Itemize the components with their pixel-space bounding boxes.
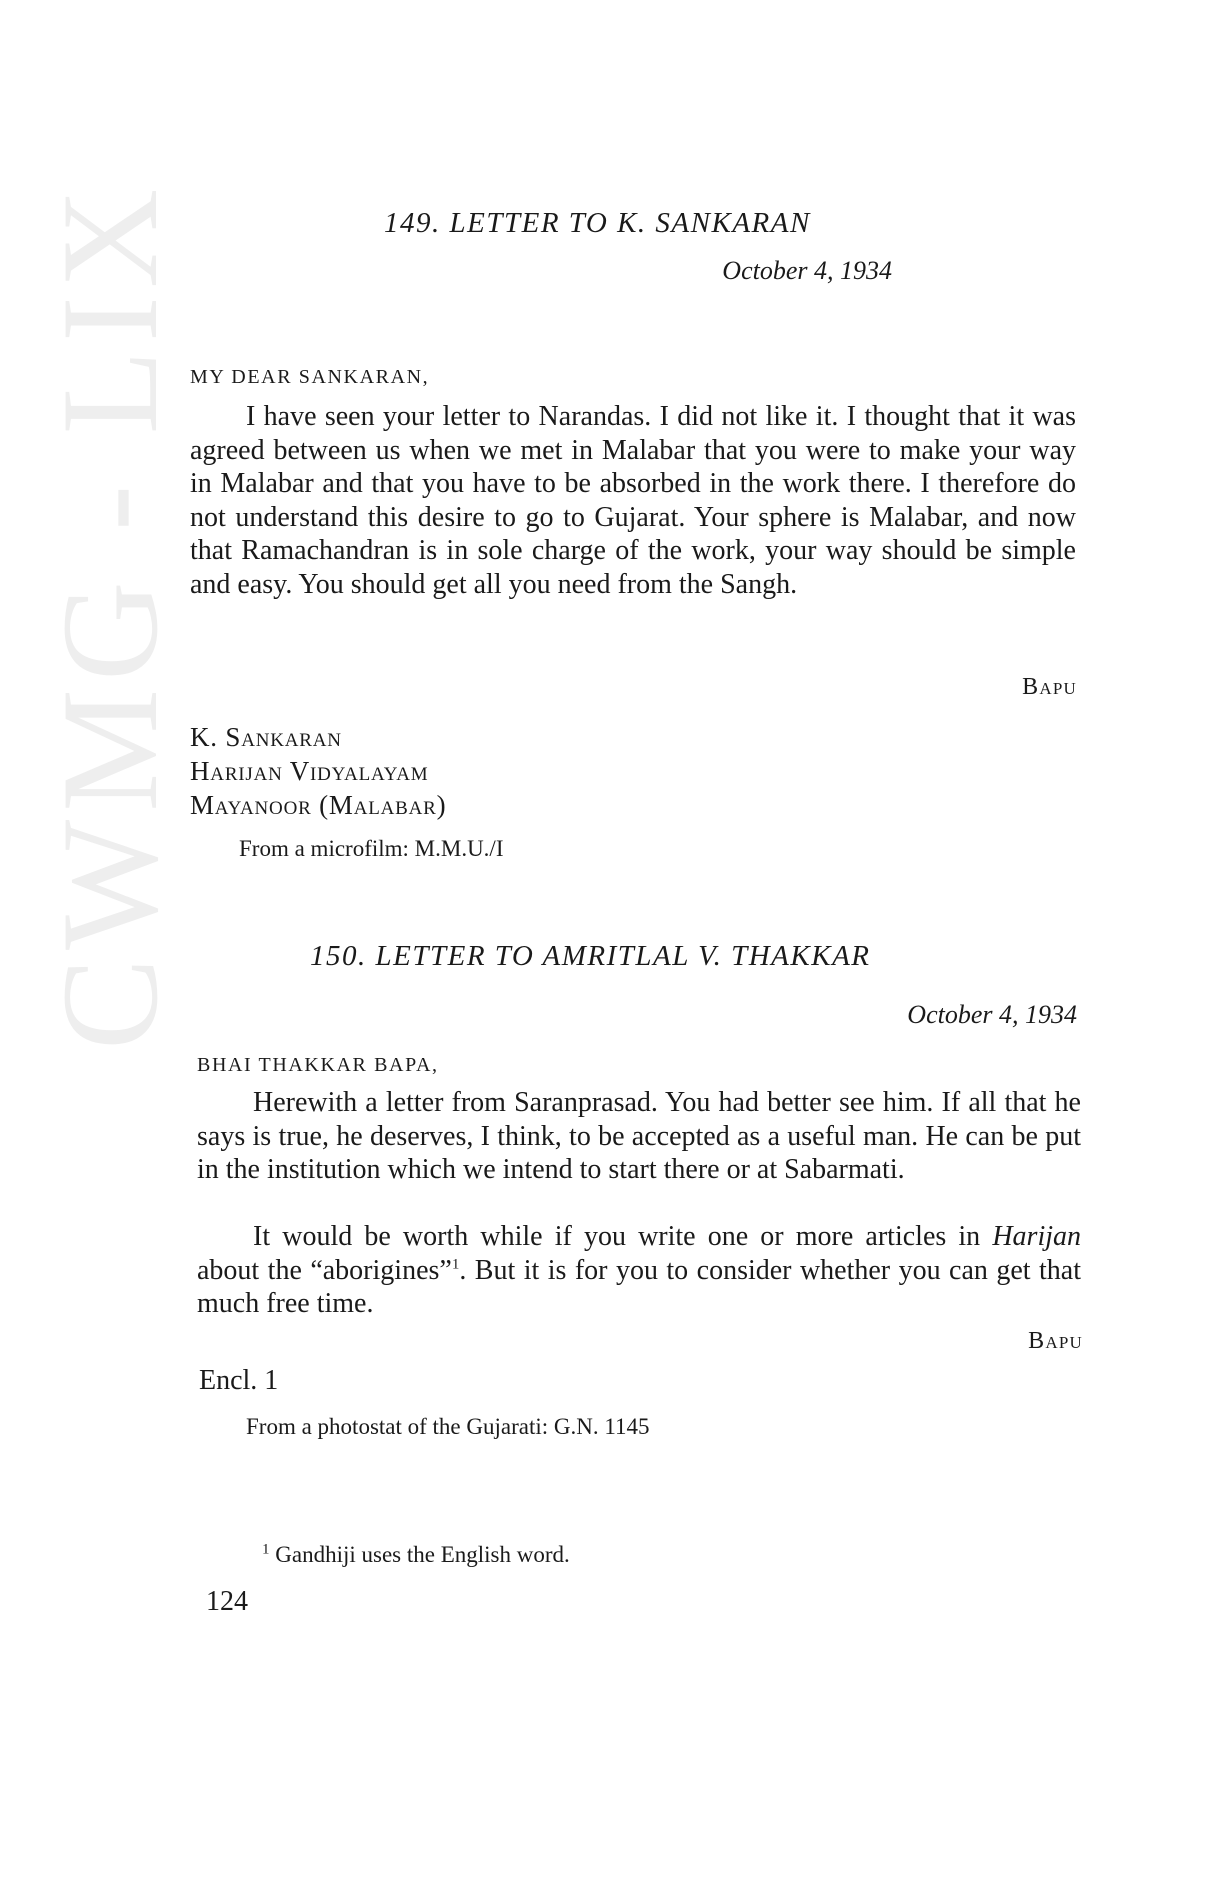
harijan-title: Harijan bbox=[992, 1221, 1082, 1252]
page-number: 124 bbox=[206, 1586, 248, 1617]
letter-150-para-2 bbox=[197, 1220, 1081, 1321]
footnote bbox=[262, 1542, 570, 1568]
letter-150-source: From a photostat of the Gujarati: G.N. 1145 bbox=[246, 1414, 650, 1439]
letter-149-address bbox=[190, 720, 446, 822]
letter-149-signature: Bapu bbox=[1022, 674, 1077, 700]
letter-150-para-2-mid: about the “aborigines” bbox=[197, 1254, 452, 1286]
letter-150-signature: Bapu bbox=[1028, 1328, 1083, 1354]
letter-150-salutation: BHAI THAKKAR BAPA, bbox=[197, 1054, 439, 1076]
footnote-reference: 1 bbox=[451, 1256, 460, 1273]
letter-150-para-2-lead: It would be worth while if you write one or more articles in bbox=[253, 1221, 981, 1252]
address-line-place: Mayanoor (Malabar) bbox=[190, 790, 447, 820]
footnote-mark: 1 bbox=[262, 1541, 270, 1558]
letter-150-title: 150. LETTER TO AMRITLAL V. THAKKAR bbox=[310, 940, 871, 972]
address-line-name: K. Sankaran bbox=[190, 722, 342, 752]
letter-150-enclosure: Encl. 1 bbox=[199, 1365, 279, 1396]
address-line-institution: Harijan Vidyalayam bbox=[190, 756, 429, 786]
letter-149-title: 149. LETTER TO K. SANKARAN bbox=[384, 207, 811, 239]
letter-150-date: October 4, 1934 bbox=[907, 1000, 1077, 1029]
letter-150-para-1-text: Herewith a letter from Saranprasad. You had better see him. If all that he says is true, he deserves, I think, to be accepted as a useful man. He can be put in the institution which we intend to start there or at Sabarmati. bbox=[197, 1087, 1081, 1186]
letter-149-salutation: MY DEAR SANKARAN, bbox=[190, 366, 430, 388]
letter-150-para-2-tail: . But it is for you to consider whether you can get that much free time. bbox=[197, 1254, 1082, 1320]
letter-149-date: October 4, 1934 bbox=[722, 256, 892, 285]
footnote-text: Gandhiji uses the English word. bbox=[275, 1542, 570, 1567]
cwmg-watermark: CWMG - LIX bbox=[33, 180, 186, 1050]
letter-150-para-1 bbox=[197, 1086, 1081, 1187]
letter-149-source: From a microfilm: M.M.U./I bbox=[239, 836, 504, 861]
letter-149-body-text: I have seen your letter to Narandas. I did not like it. I thought that it was agreed between us when we met in Malabar that you were to make your way in Malabar and that you have to be absorbed in the work there. I therefore do not understand this desire to go to Gujarat. Your sphere is Malabar, and now that Ramachandran is in sole charge of the work, your way should be simple and easy. You should get all you need from the Sangh. bbox=[190, 401, 1076, 600]
letter-149-body bbox=[190, 400, 1076, 602]
